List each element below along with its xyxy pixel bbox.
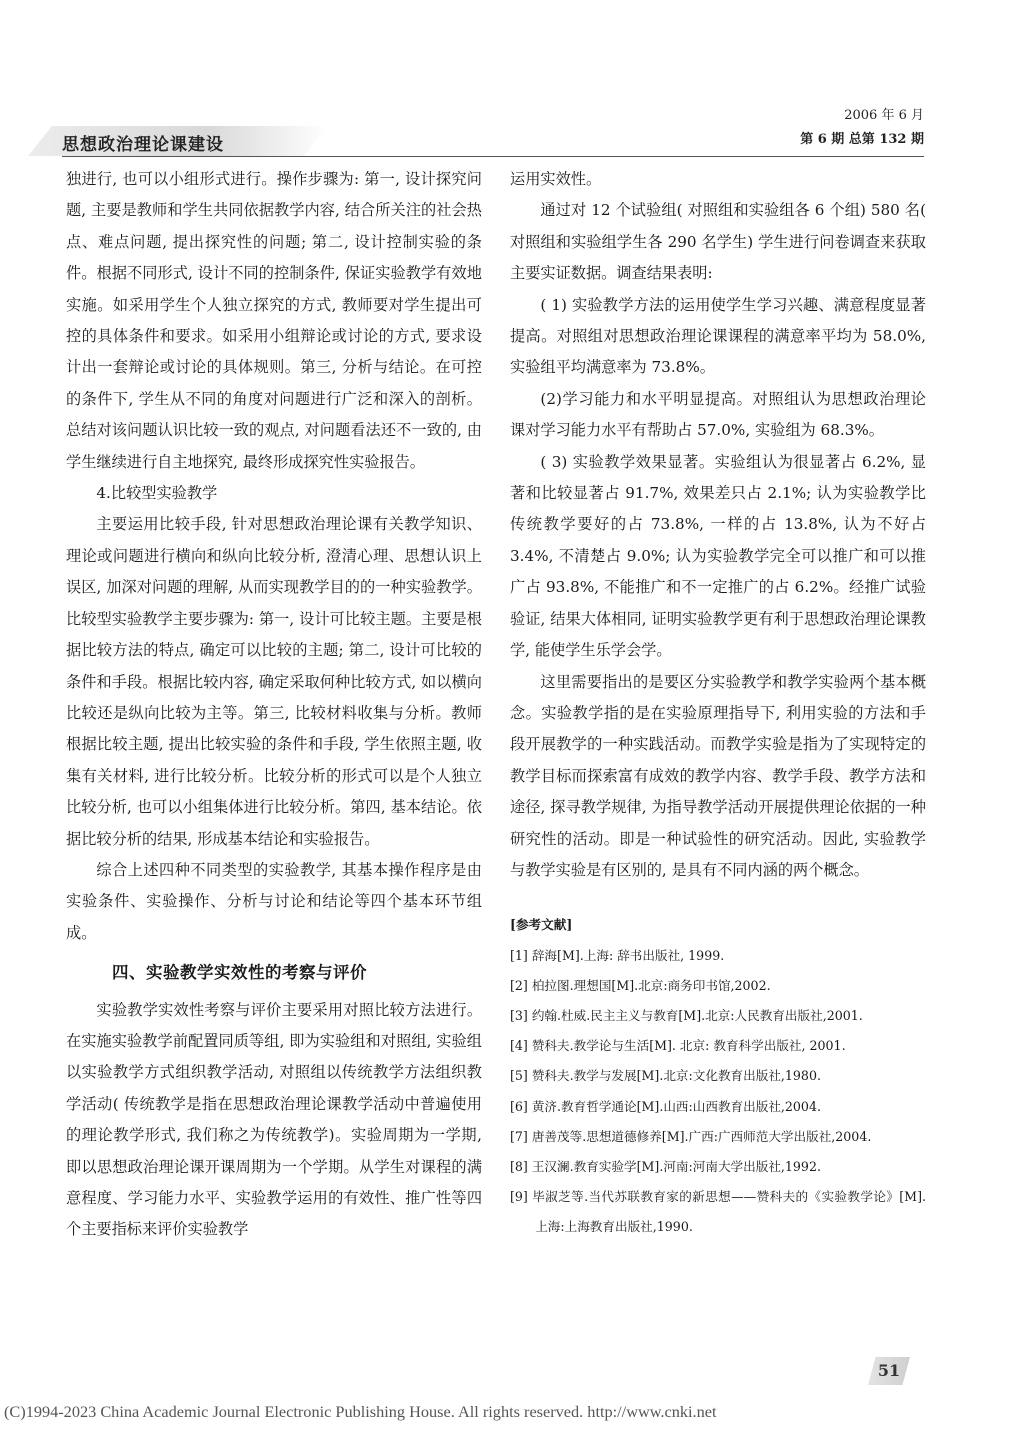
reference-item: [7] 唐善茂等.思想道德修养[M].广西:广西师范大学出版社,2004. xyxy=(510,1128,872,1144)
journal-title: 思想政治理论课建设 xyxy=(62,135,224,155)
paragraph: ( 1) 实验教学方法的运用使学生学习兴趣、满意程度显著提高。对照组对思想政治理论课课程的满意率平均为 58.0%, 实验组平均满意率为 73.8%。 xyxy=(510,295,926,377)
right-column xyxy=(510,164,926,1243)
references-title: [参考文献] xyxy=(510,917,573,933)
paragraph: 这里需要指出的是要区分实验教学和教学实验两个基本概念。实验教学指的是在实验原理指导下, 利用实验的方法和手段开展教学的一种实践活动。而教学实验是指为了实现特定的教学目标而探索富有成效的教学内容、教学手段、教学方法和途径, 探寻教学规律, 为指导教学活动开展提供理论依据的一种研究性的活动。即是一种试验性的研究活动。因此, 实验教学与教学实验是有区别的, 是具有不同内涵的两个概念。 xyxy=(510,672,926,879)
paragraph: 独进行, 也可以小组形式进行。操作步骤为: 第一, 设计探究问题, 主要是教师和学生共同依据教学内容, 结合所关注的社会热点、难点问题, 提出探究性的问题; 第二, 设计控制实验的条件。根据不同形式, 设计不同的控制条件, 保证实验教学有效地实施。如采用学生个人独立探究的方式, 教师要对学生提出可控的具体条件和要求。如采用小组辩论或讨论的方式, 要求设计出一套辩论或讨论的具体规则。第三, 分析与结论。在可控的条件下, 学生从不同的角度对问题进行广泛和深入的剖析。总结对该问题认识比较一致的观点, 对问题看法还不一致的, 由学生继续进行自主地探究, 最终形成探究性实验报告。 xyxy=(66,170,482,471)
copyright-footer: (C)1994-2023 China Academic Journal Electronic Publishing House. All rights reserved. http://www.cnki.net xyxy=(4,1402,717,1421)
reference-item: [8] 王汉澜.教育实验学[M].河南:河南大学出版社,1992. xyxy=(510,1158,821,1174)
subheading: 4.比较型实验教学 xyxy=(96,484,218,503)
paragraph: 实验教学实效性考察与评价主要采用对照比较方法进行。在实施实验教学前配置同质等组, 即为实验组和对照组, 实验组以实验教学方式组织教学活动, 对照组以传统教学方法组织教学活动( 传统教学是指在思想政治理论课教学活动中普遍使用的理论教学形式, 我们称之为传统教学)。实验周期为一学期, 即以思想政治理论课开课周期为一个学期。从学生对课程的满意程度、学习能力水平、实验教学运用的有效性、推广性等四个主要指标来评价实验教学 xyxy=(66,1000,482,1239)
reference-item: [3] 约翰.杜威.民主主义与教育[M].北京:人民教育出版社,2001. xyxy=(510,1007,863,1023)
section-heading: 四、实验教学实效性的考察与评价 xyxy=(112,963,367,983)
issue-number: 第 6 期 总第 132 期 xyxy=(800,132,924,147)
paragraph: 主要运用比较手段, 针对思想政治理论课有关教学知识、理论或问题进行横向和纵向比较分析, 澄清心理、思想认识上误区, 加深对问题的理解, 从而实现教学目的的一种实验教学。比较型实验教学主要步骤为: 第一, 设计可比较主题。主要是根据比较方法的特点, 确定可以比较的主题; 第二, 设计可比较的条件和手段。根据比较内容, 确定采取何种比较方式, 如以横向比较还是纵向比较为主等。第三, 比较材料收集与分析。教师根据比较主题, 提出比较实验的条件和手段, 学生依照主题, 收集有关材料, 进行比较分析。比较分析的形式可以是个人独立比较分析, 也可以小组集体进行比较分析。第四, 基本结论。依据比较分析的结果, 形成基本结论和实验报告。 xyxy=(66,515,482,848)
reference-item: [1] 辞海[M].上海: 辞书出版社, 1999. xyxy=(510,947,725,963)
reference-item: [4] 赞科夫.教学论与生活[M]. 北京: 教育科学出版社, 2001. xyxy=(510,1038,846,1054)
left-column xyxy=(66,164,482,1246)
references xyxy=(510,910,926,1242)
paragraph: ( 3) 实验教学效果显著。实验组认为很显著占 6.2%, 显著和比较显著占 91.7%, 效果差只占 2.1%; 认为实验教学比传统教学要好的占 73.8%, 一样的占 13.8%, 认为不好占 3.4%, 不清楚占 9.0%; 认为实验教学完全可以推广和可以推广占 93.8%, 不能推广和不一定推广的占 6.2%。经推广试验验证, 结果大体相同, 证明实验教学更有利于思想政治理论课教学, 能使学生乐学会学。 xyxy=(510,452,926,660)
issue-info xyxy=(800,104,924,152)
paragraph: 通过对 12 个试验组( 对照组和实验组各 6 个组) 580 名( 对照组和实验组学生各 290 名学生) 学生进行问卷调查来获取主要实证数据。调查结果表明: xyxy=(510,201,926,283)
paragraph: 综合上述四种不同类型的实验教学, 其基本操作程序是由实验条件、实验操作、分析与讨论和结论等四个基本环节组成。 xyxy=(66,860,482,942)
reference-item: [9] 毕淑芝等.当代苏联教育家的新思想——赞科夫的《实验教学论》[M].上海:上海教育出版社,1990. xyxy=(510,1189,926,1235)
page-number: 51 xyxy=(877,1361,901,1380)
issue-date: 2006 年 6 月 xyxy=(844,108,924,123)
header-rule xyxy=(62,156,924,157)
paragraph: 运用实效性。 xyxy=(510,170,602,188)
reference-item: [6] 黄济.教育哲学通论[M].山西:山西教育出版社,2004. xyxy=(510,1098,821,1114)
reference-item: [5] 赞科夫.教学与发展[M].北京:文化教育出版社,1980. xyxy=(510,1068,821,1084)
reference-item: [2] 柏拉图.理想国[M].北京:商务印书馆,2002. xyxy=(510,977,771,993)
paragraph: (2)学习能力和水平明显提高。对照组认为思想政治理论课对学习能力水平有帮助占 57.0%, 实验组为 68.3%。 xyxy=(510,389,926,440)
